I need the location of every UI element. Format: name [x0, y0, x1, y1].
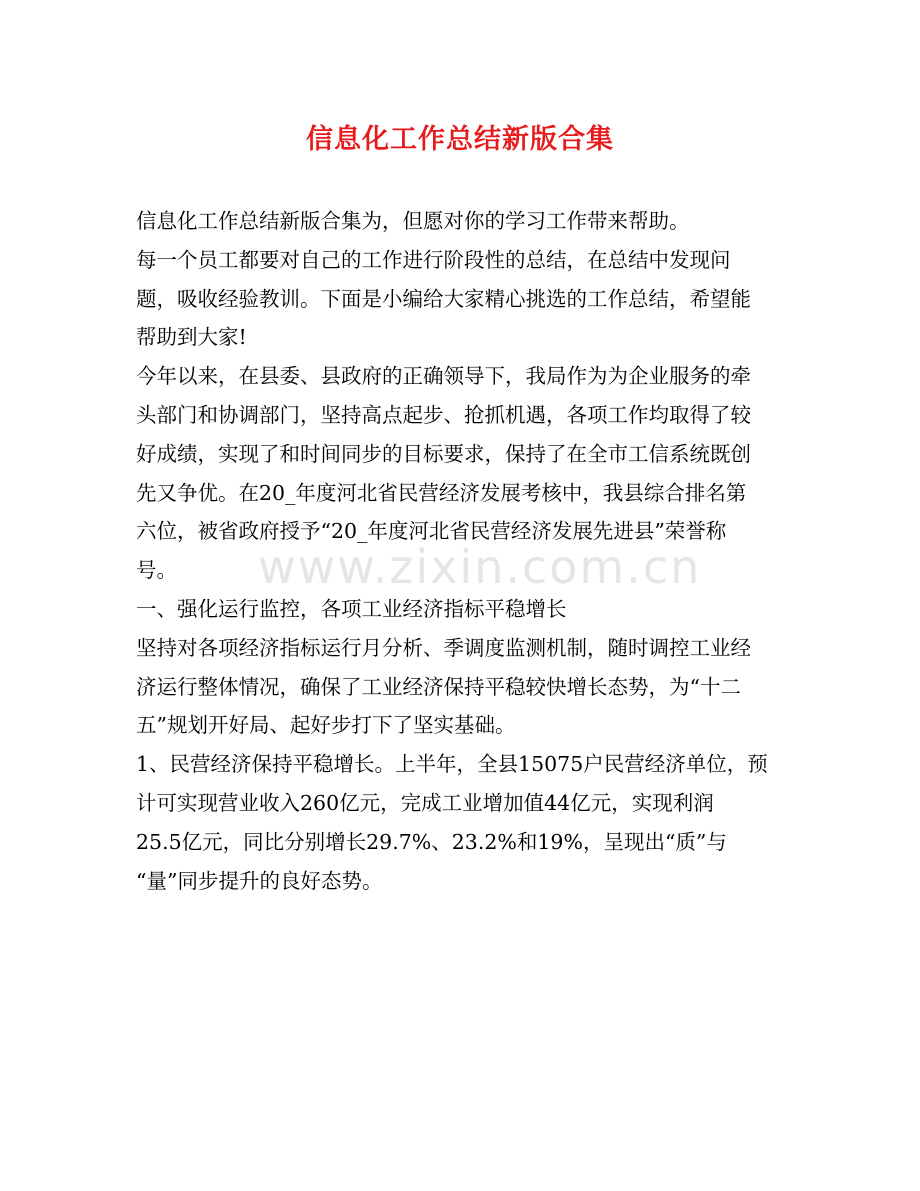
body-line: 信息化工作总结新版合集为，但愿对你的学习工作带来帮助。	[136, 209, 690, 233]
section-heading: 一、强化运行监控，各项工业经济指标平稳增长	[136, 596, 567, 621]
body-line: 1、民营经济保持平稳增长。上半年，全县15075户民营经济单位，预	[136, 752, 768, 777]
body-line: 每一个员工都要对自己的工作进行阶段性的总结，在总结中发现问	[136, 247, 731, 272]
body-line: 济运行整体情况，确保了工业经济保持平稳较快增长态势，为“十二	[136, 674, 741, 699]
body-line: 好成绩，实现了和时间同步的目标要求，保持了在全市工信系统既创	[136, 441, 751, 466]
body-line: 五”规划开好局、起好步打下了坚实基础。	[136, 713, 516, 738]
body-line: 六位，被省政府授予“20_年度河北省民营经济发展先进县”荣誉称	[136, 519, 727, 544]
body-line: 头部门和协调部门，坚持高点起步、抢抓机遇，各项工作均取得了较	[136, 402, 751, 427]
body-line: 坚持对各项经济指标运行月分析、季调度监测机制，随时调控工业经	[136, 635, 751, 660]
body-line: 先又争优。在20_年度河北省民营经济发展考核中，我县综合排名第	[136, 480, 747, 505]
body-line: 今年以来，在县委、县政府的正确领导下，我局作为为企业服务的牵	[136, 364, 751, 389]
body-line: “量”同步提升的良好态势。	[136, 868, 383, 893]
document-title: 信息化工作总结新版合集	[306, 124, 614, 155]
body-line: 帮助到大家!	[136, 325, 247, 350]
body-line: 号。	[136, 558, 177, 583]
document-body	[136, 202, 786, 900]
body-line: 计可实现营业收入260亿元，完成工业增加值44亿元，实现利润	[136, 790, 714, 815]
body-line: 25.5亿元，同比分别增长29.7%、23.2%和19%，呈现出“质”与	[136, 829, 727, 854]
body-line: 题，吸收经验教训。下面是小编给大家精心挑选的工作总结，希望能	[136, 286, 751, 311]
watermark: www.zixin.com.cn	[258, 540, 702, 594]
